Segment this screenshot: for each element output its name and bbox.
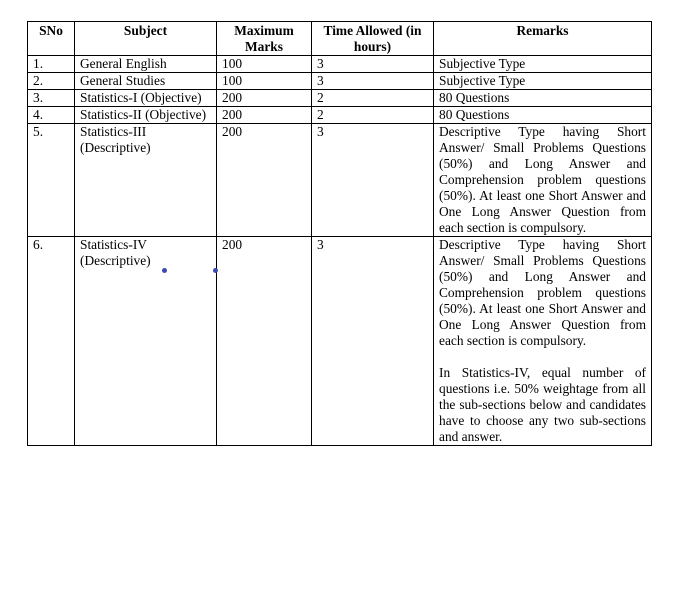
header-row [28,22,652,56]
table-row [28,73,652,90]
cell-time: 3 [312,237,434,446]
cell-subject: Statistics-II (Objective) [75,107,217,124]
cell-remarks [434,90,652,107]
cell-sno: 2. [28,73,75,90]
cell-time: 2 [312,107,434,124]
table-row [28,107,652,124]
cell-subject: General Studies [75,73,217,90]
cell-subject: Statistics-III (Descriptive) [75,124,217,237]
header-subject: Subject [75,22,217,56]
cell-remarks [434,56,652,73]
marker-dot [162,268,167,273]
cell-time: 3 [312,124,434,237]
table-row [28,56,652,73]
cell-time: 3 [312,73,434,90]
cell-sno: 4. [28,107,75,124]
cell-time: 3 [312,56,434,73]
table-row [28,237,652,446]
remarks-paragraph: Descriptive Type having Short Answer/ Small Problems Questions (50%) and Long Answer and Comprehension problem questions (50%). At least one Short Answer and One Long Answer Question from each section is compulsory. [439,124,646,235]
header-sno: SNo [28,22,75,56]
header-max-marks: Maximum Marks [217,22,312,56]
cell-subject: Statistics-I (Objective) [75,90,217,107]
remarks-paragraph: 80 Questions [439,107,510,122]
remarks-paragraph: Subjective Type [439,73,526,88]
cell-remarks [434,73,652,90]
cell-sno: 5. [28,124,75,237]
remarks-paragraph: Descriptive Type having Short Answer/ Small Problems Questions (50%) and Long Answer and Comprehension problem questions (50%). At least one Short Answer and One Long Answer Question from each section is compulsory. [439,237,646,348]
cell-time: 2 [312,90,434,107]
cell-marks: 200 [217,124,312,237]
header-time-allowed: Time Allowed (in hours) [312,22,434,56]
cell-sno: 3. [28,90,75,107]
cell-remarks [434,124,652,237]
cell-remarks [434,237,652,446]
remarks-paragraph: In Statistics-IV, equal number of questions i.e. 50% weightage from all the sub-sections below and candidates have to choose any two sub-sections and answer. [439,365,646,444]
remarks-paragraph: 80 Questions [439,90,510,105]
header-remarks: Remarks [434,22,652,56]
table-row [28,90,652,107]
cell-marks: 200 [217,237,312,446]
cell-marks: 100 [217,73,312,90]
exam-scheme-table [27,21,652,446]
cell-marks: 200 [217,90,312,107]
cell-sno: 1. [28,56,75,73]
cell-sno: 6. [28,237,75,446]
cell-subject: Statistics-IV (Descriptive) [75,237,217,446]
cell-remarks [434,107,652,124]
cell-subject: General English [75,56,217,73]
remarks-paragraph: Subjective Type [439,56,526,71]
marker-dot [213,268,218,273]
table-row [28,124,652,237]
cell-marks: 100 [217,56,312,73]
cell-marks: 200 [217,107,312,124]
